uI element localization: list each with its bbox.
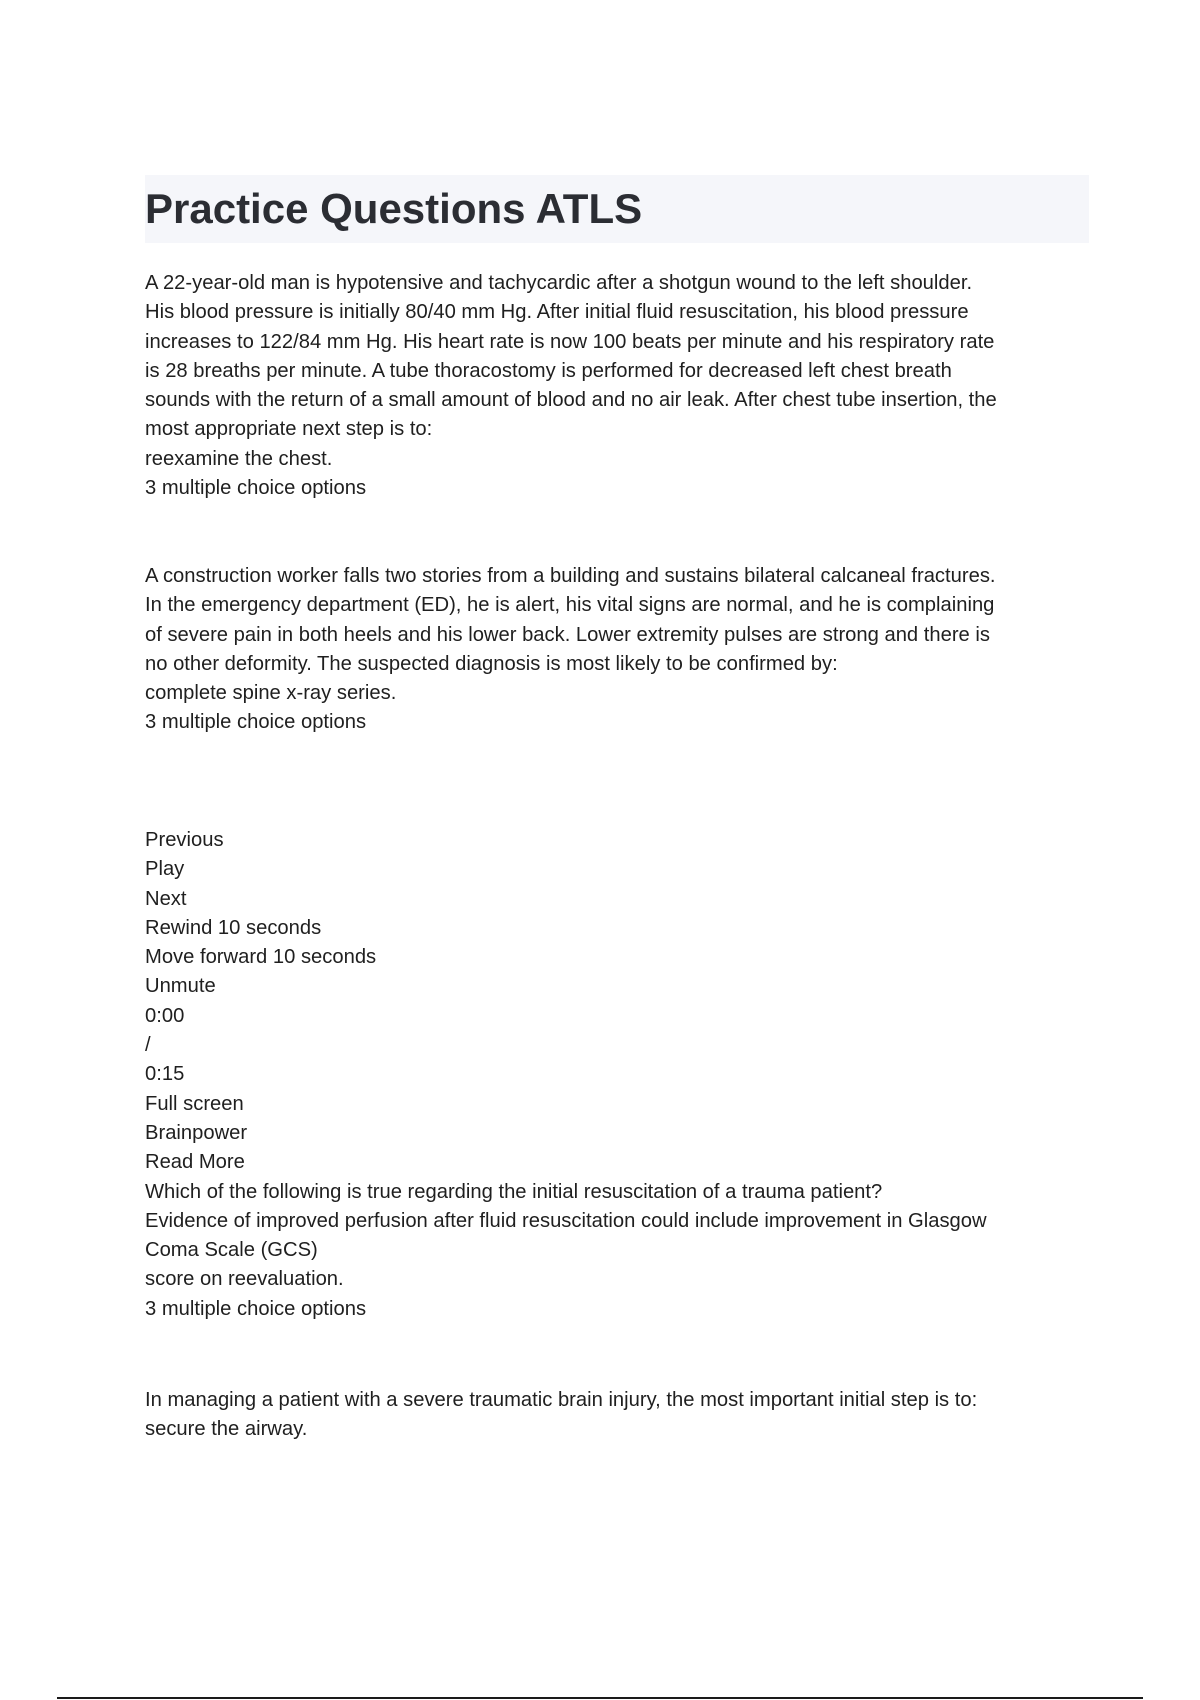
page-title: Practice Questions ATLS xyxy=(145,185,643,232)
question-1-text-line: is 28 breaths per minute. A tube thoracostomy is performed for decreased left chest breath xyxy=(145,359,952,382)
question-2-text-line: In the emergency department (ED), he is alert, his vital signs are normal, and he is complaining xyxy=(145,594,995,617)
title-bar xyxy=(145,175,1089,243)
question-1-text-line: A 22-year-old man is hypotensive and tachycardic after a shotgun wound to the left shoulder. xyxy=(145,272,973,294)
question-3-text-line: Which of the following is true regarding the initial resuscitation of a trauma patient? xyxy=(145,1180,883,1203)
question-2-answer: complete spine x-ray series. xyxy=(145,682,397,705)
fullscreen-button[interactable]: Full screen xyxy=(145,1092,244,1115)
question-2-options-note: 3 multiple choice options xyxy=(145,711,367,734)
question-3-text-line: Evidence of improved perfusion after fluid resuscitation could include improvement in Glasgow xyxy=(145,1209,987,1232)
question-2-text-line: of severe pain in both heels and his lower back. Lower extremity pulses are strong and there is xyxy=(145,623,990,646)
question-2-text-line: no other deformity. The suspected diagnosis is most likely to be confirmed by: xyxy=(145,652,838,675)
media-player-text xyxy=(145,826,1090,1324)
bottom-divider xyxy=(57,1697,1143,1699)
previous-button[interactable]: Previous xyxy=(145,829,224,851)
current-time: 0:00 xyxy=(145,1004,185,1027)
brand-label: Brainpower xyxy=(145,1121,248,1144)
forward-button[interactable]: Move forward 10 seconds xyxy=(145,946,377,969)
question-2-text-line: A construction worker falls two stories from a building and sustains bilateral calcaneal fractures. xyxy=(145,565,996,587)
question-1-text-line: sounds with the return of a small amount of blood and no air leak. After chest tube insertion, the xyxy=(145,389,997,412)
question-4 xyxy=(145,1386,1090,1445)
question-3-text-line: score on reevaluation. xyxy=(145,1268,344,1291)
duration: 0:15 xyxy=(145,1063,185,1086)
question-1-text-line: most appropriate next step is to: xyxy=(145,418,433,441)
question-3-options-note: 3 multiple choice options xyxy=(145,1297,367,1320)
question-1-text-line: increases to 122/84 mm Hg. His heart rate is now 100 beats per minute and his respiratory rate xyxy=(145,330,995,353)
unmute-button[interactable]: Unmute xyxy=(145,975,216,998)
question-3-text-line: Coma Scale (GCS) xyxy=(145,1239,318,1262)
question-1-options-note: 3 multiple choice options xyxy=(145,477,367,500)
question-1 xyxy=(145,269,1090,503)
next-button[interactable]: Next xyxy=(145,887,187,910)
question-4-answer: secure the airway. xyxy=(145,1418,308,1441)
time-separator: / xyxy=(145,1034,151,1057)
question-1-answer: reexamine the chest. xyxy=(145,447,333,470)
rewind-button[interactable]: Rewind 10 seconds xyxy=(145,916,322,939)
read-more-link[interactable]: Read More xyxy=(145,1151,245,1174)
question-1-text-line: His blood pressure is initially 80/40 mm Hg. After initial fluid resuscitation, his blood pressure xyxy=(145,301,969,324)
play-button[interactable]: Play xyxy=(145,858,185,881)
question-4-text-line: In managing a patient with a severe traumatic brain injury, the most important initial step is to: xyxy=(145,1389,978,1411)
question-2 xyxy=(145,562,1090,738)
